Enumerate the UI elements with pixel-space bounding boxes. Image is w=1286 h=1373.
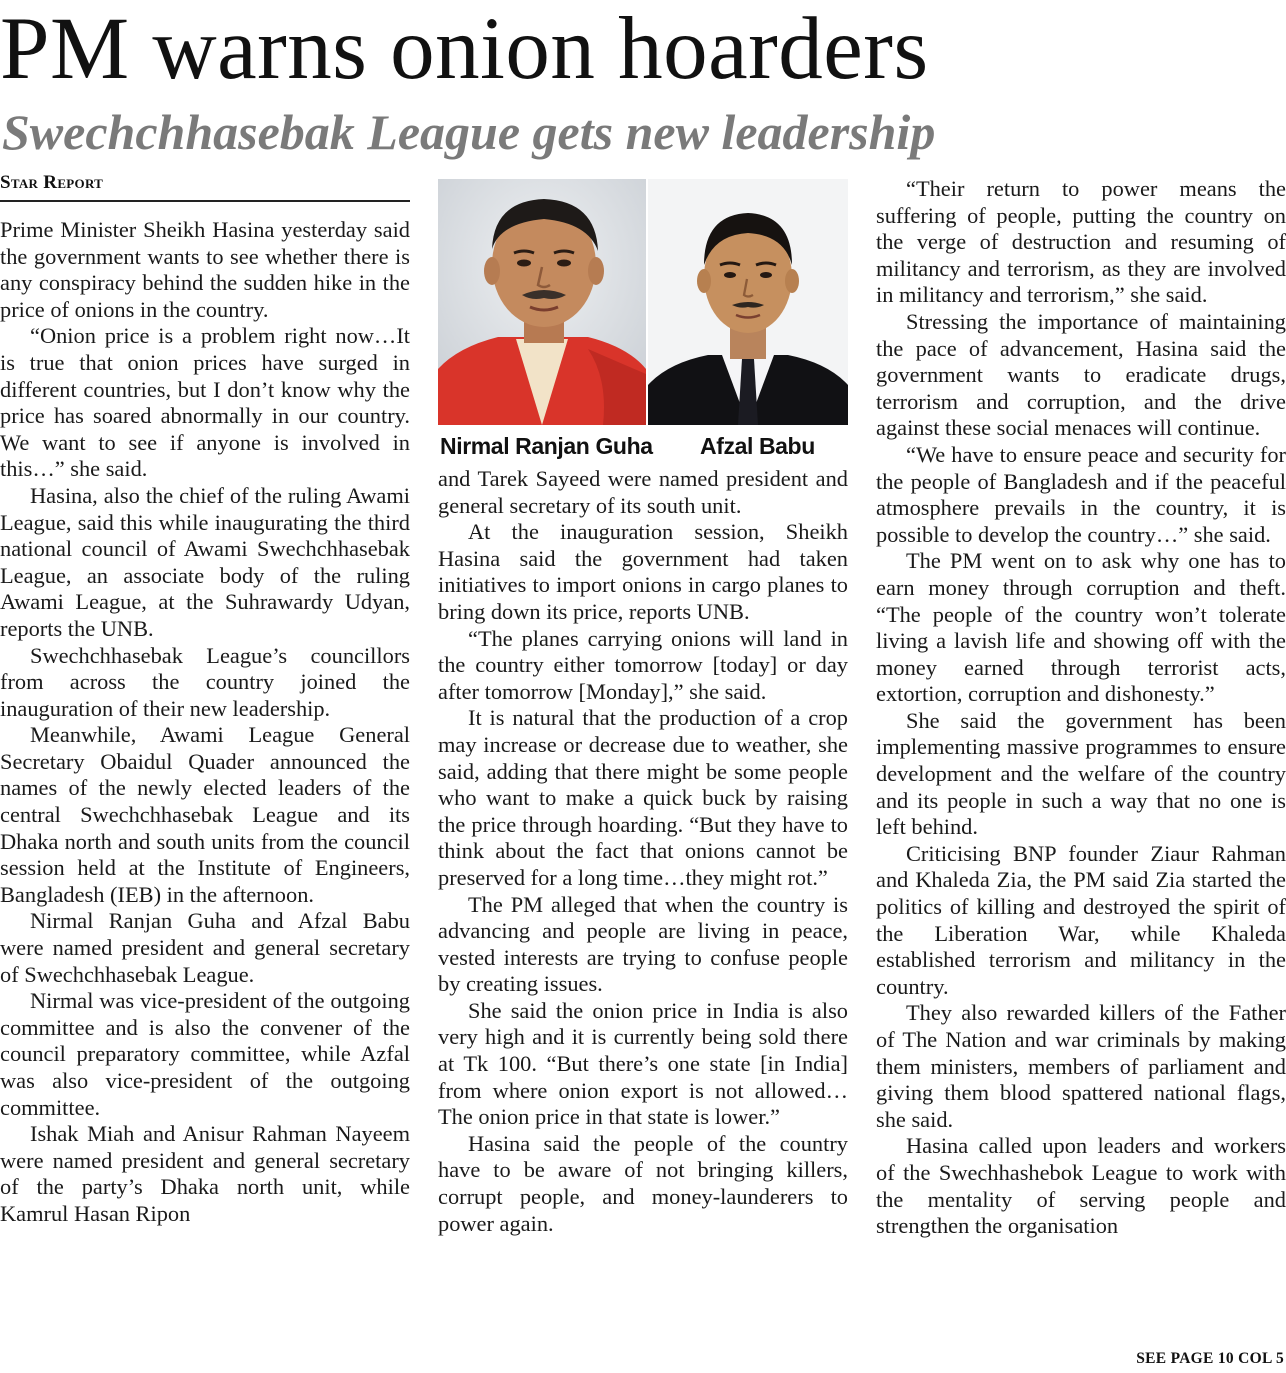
photo-caption-right: Afzal Babu [700,433,815,459]
article-column-1 [0,217,410,1367]
paragraph: “Their return to power means the suffering of people, putting the country on the verge of destruction and resuming of militancy and terrorism, as they are involved in militancy and terrorism,” she said. [876,176,1286,308]
paragraph: She said the onion price in India is also very high and it is currently being sold there at Tk 100. “But there’s one state [in India] from where onion export is not allowed…The onion price in that state is lower.” [438,997,848,1130]
article-column-3 [876,176,1286,1348]
paragraph: The PM alleged that when the country is advancing and people are living in peace, vested interests are trying to confuse people by creating issues. [438,891,848,997]
subheadline: Swechchhasebak League gets new leadership [2,104,936,160]
paragraph: Ishak Miah and Anisur Rahman Nayeem were named president and general secretary of the party’s Dhaka north unit, while Kamrul Hasan Ripon [0,1121,410,1226]
paragraph: and Tarek Sayeed were named president and general secretary of its south unit. [438,466,848,518]
paragraph: Nirmal was vice-president of the outgoing committee and is also the convener of the council preparatory committee, while Azfal was also vice-president of the outgoing committee. [0,988,410,1120]
paragraph: Hasina called upon leaders and workers of the Swechhashebok League to work with the mentality of serving people and strengthen the organisation [876,1133,1286,1239]
paragraph: “We have to ensure peace and security for the people of Bangladesh and if the peaceful atmosphere prevails in the country, it is possible to develop the country…” she said. [876,441,1286,547]
paragraph: “Onion price is a problem right now…It is true that onion prices have surged in different countries, but I don’t know why the price has soared abnormally in our country. We want to see if anyone is involved in this…” she said. [0,323,410,482]
paragraph: Prime Minister Sheikh Hasina yesterday said the government wants to see whether there is any conspiracy behind the sudden hike in the price of onions in the country. [0,217,410,322]
paragraph: Meanwhile, Awami League General Secretary Obaidul Quader announced the names of the newly elected leaders of the central Swechchhasebak League and its Dhaka north and south units from the council session held at the Institute of Engineers, Bangladesh (IEB) in the afternoon. [0,722,410,907]
paragraph: Stressing the importance of maintaining the pace of advancement, Hasina said the government wants to eradicate drugs, terrorism and corruption, and the drive against these social menaces will continue. [876,308,1286,441]
paragraph: The PM went on to ask why one has to earn money through corruption and theft. “The people of the country won’t tolerate living a lavish life and showing off with the money earned through terrorist acts, extortion, corruption and dishonesty.” [876,548,1286,707]
paragraph: “The planes carrying onions will land in the country either tomorrow [today] or day after tomorrow [Monday],” she said. [438,625,848,704]
paragraph: Hasina said the people of the country have to be aware of not bringing killers, corrupt people, and money-launderers to power again. [438,1130,848,1236]
photo-nirmal-ranjan-guha [438,179,646,425]
photo-afzal-babu [648,179,848,425]
byline: Star Report [0,170,410,202]
paragraph: At the inauguration session, Sheikh Hasina said the government had taken initiatives to import onions in cargo planes to bring down its price, reports UNB. [438,519,848,624]
continued-jump-link[interactable]: SEE PAGE 10 COL 5 [1136,1350,1284,1367]
paragraph: Nirmal Ranjan Guha and Afzal Babu were named president and general secretary of Swechchhasebak League. [0,908,410,987]
paragraph: Swechchhasebak League’s councillors from across the country joined the inauguration of their new leadership. [0,642,410,721]
article-column-2 [438,466,848,1366]
photo-caption-left: Nirmal Ranjan Guha [440,433,653,459]
paragraph: She said the government has been implementing massive programmes to ensure development and the welfare of the country and its people in such a way that no one is left behind. [876,707,1286,840]
paragraph: Hasina, also the chief of the ruling Awami League, said this while inaugurating the third national council of Awami Swechchhasebak League, an associate body of the ruling Awami League, at the Suhrawardy Udyan, reports the UNB. [0,482,410,641]
paragraph: They also rewarded killers of the Father of The Nation and war criminals by making them ministers, members of parliament and giving them blood spattered national flags, she said. [876,1000,1286,1132]
leader-photos [438,179,848,425]
paragraph: Criticising BNP founder Ziaur Rahman and Khaleda Zia, the PM said Zia started the politics of killing and destroyed the spirit of the Liberation War, while Khaleda established terrorism and militancy in the country. [876,840,1286,999]
paragraph: It is natural that the production of a crop may increase or decrease due to weather, she said, adding that there might be some people who want to make a quick buck by raising the price through hoarding. “But they have to think about the fact that onions cannot be preserved for a long time…they might rot.” [438,705,848,890]
headline: PM warns onion hoarders [0,0,929,98]
